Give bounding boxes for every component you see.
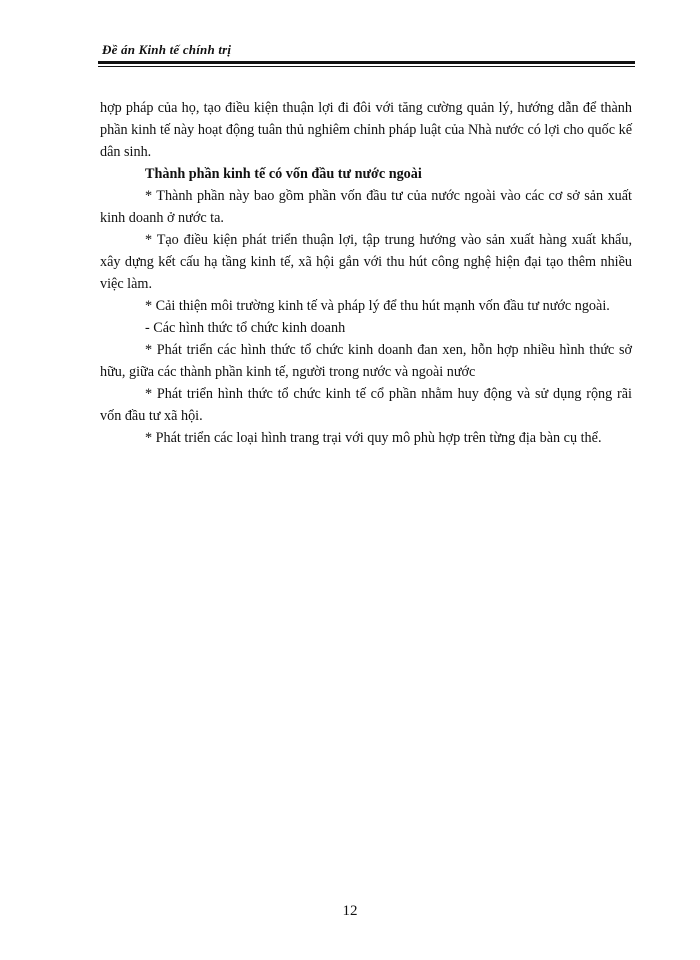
- body-text: [100, 97, 632, 449]
- paragraph-continuation: hợp pháp của họ, tạo điều kiện thuận lợi đi đôi với tăng cường quản lý, hướng dẫn để thành phần kinh tế này hoạt động tuân thủ nghiêm chỉnh pháp luật của Nhà nước có lợi cho quốc kế dân sinh.: [100, 100, 632, 160]
- paragraph-bullet: * Phát triển các hình thức tổ chức kinh doanh đan xen, hỗn hợp nhiều hình thức sở hữu, giữa các thành phần kinh tế, người trong nước và ngoài nước: [100, 342, 632, 380]
- page-number: 12: [342, 903, 358, 919]
- paragraph-bullet: * Phát triển các loại hình trang trại với quy mô phù hợp trên từng địa bàn cụ thể.: [145, 430, 602, 446]
- paragraph-bullet: * Phát triển hình thức tổ chức kinh tế cổ phần nhằm huy động và sử dụng rộng rãi vốn đầu tư xã hội.: [100, 386, 632, 424]
- section-heading-foreign-investment: Thành phần kinh tế có vốn đầu tư nước ngoài: [145, 166, 422, 182]
- paragraph-bullet: * Tạo điều kiện phát triển thuận lợi, tập trung hướng vào sản xuất hàng xuất khẩu, xây dựng kết cấu hạ tầng kinh tế, xã hội gắn với thu hút công nghệ hiện đại tạo thêm nhiều việc làm.: [100, 232, 632, 292]
- paragraph-bullet: * Thành phần này bao gồm phần vốn đầu tư của nước ngoài vào các cơ sở sản xuất kinh doanh ở nước ta.: [100, 188, 632, 226]
- header-rule-thin: [98, 66, 635, 67]
- running-header-title: Đề án Kinh tế chính trị: [102, 42, 232, 57]
- paragraph-bullet: * Cải thiện môi trường kinh tế và pháp lý để thu hút mạnh vốn đầu tư nước ngoài.: [145, 298, 610, 314]
- section-heading-business-forms: - Các hình thức tổ chức kinh doanh: [145, 320, 346, 336]
- header-rule-thick: [98, 61, 635, 64]
